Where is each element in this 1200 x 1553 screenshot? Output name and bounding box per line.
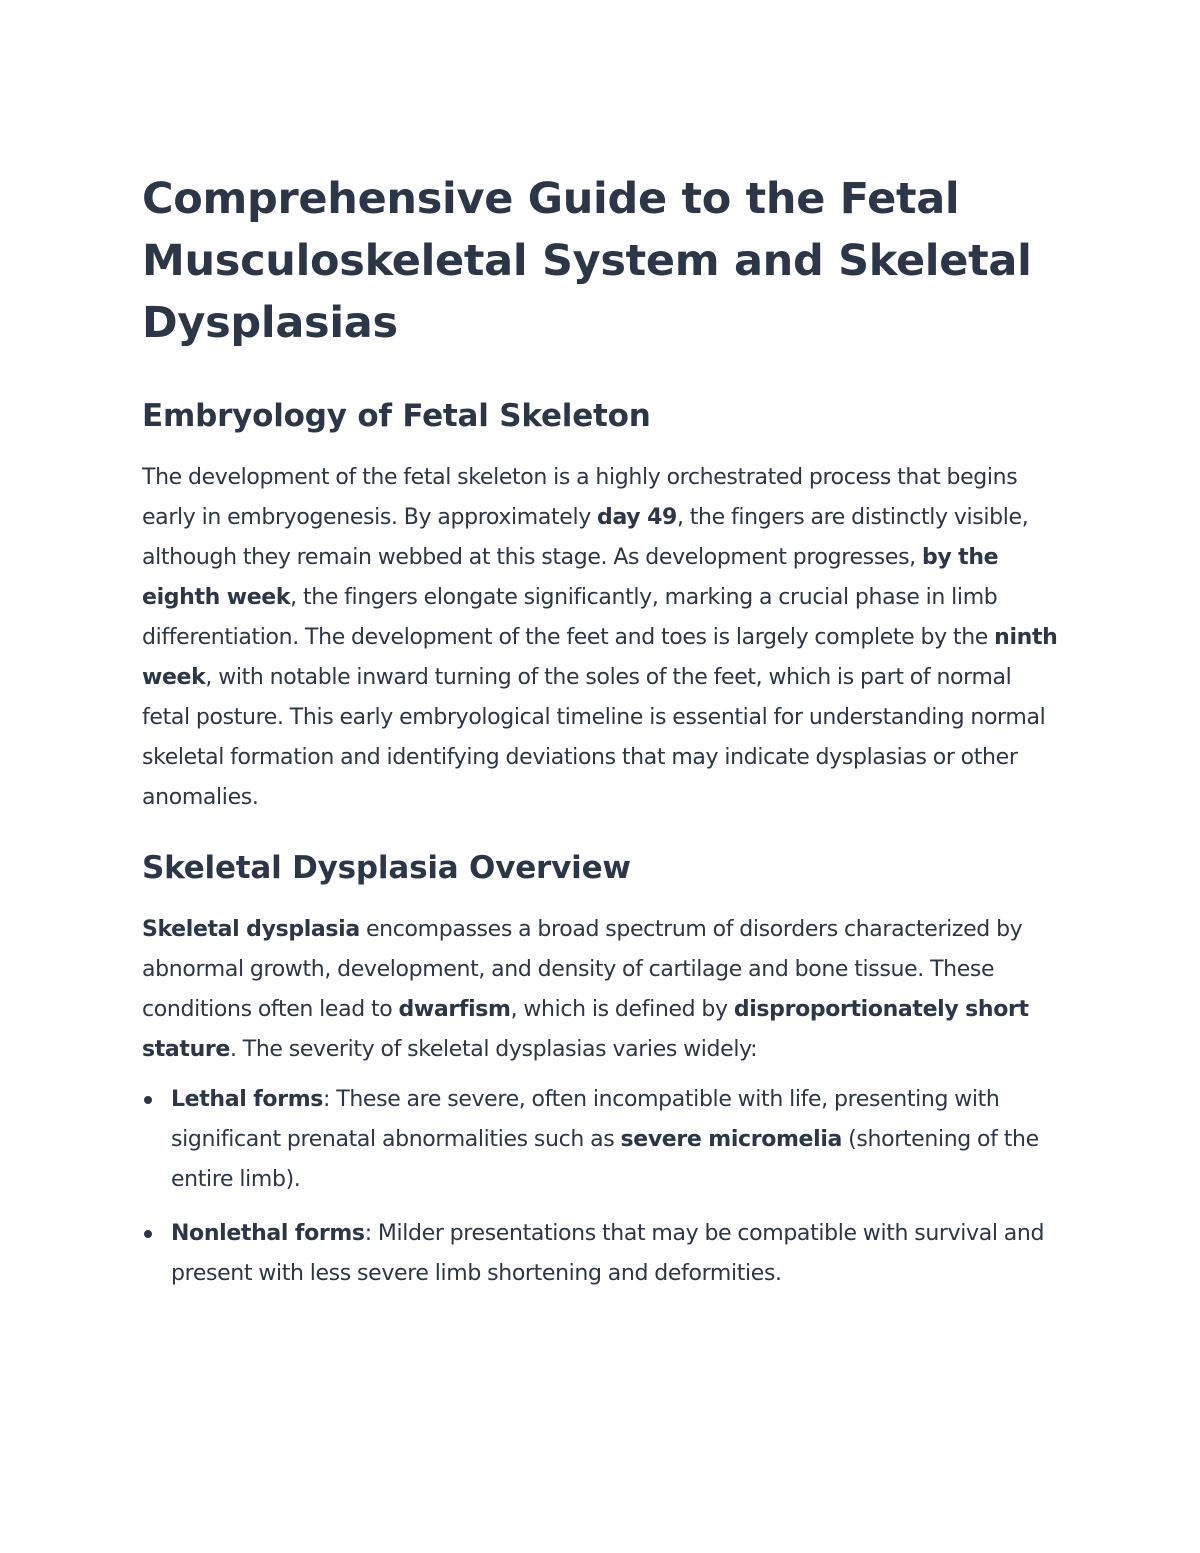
bold-run: Lethal forms <box>171 1087 324 1112</box>
text-run: encompasses a broad spectrum of disorders characterized by abnormal growth, development, and density of cartilage and bone tissue. These conditions often lead to <box>142 917 1023 1022</box>
text-run: , the fingers elongate significantly, marking a crucial phase in limb differentiation. The development of the feet and toes is largely complete by the <box>142 585 998 650</box>
bold-run: severe micromelia <box>620 1127 842 1152</box>
bold-run: ninth week <box>142 625 1058 690</box>
dysplasia-paragraph <box>142 910 1062 1070</box>
text-run: The development of the fetal skeleton is a highly orchestrated process that begins early in embryogenesis. By approximately <box>142 465 1018 530</box>
dysplasia-forms-list <box>142 1080 1062 1294</box>
text-run: : These are severe, often incompatible with life, presenting with significant prenatal abnormalities such as <box>171 1087 1000 1152</box>
section-heading-dysplasia-overview: Skeletal Dysplasia Overview <box>142 850 631 886</box>
section-heading-embryology: Embryology of Fetal Skeleton <box>142 398 651 434</box>
bold-run: day 49 <box>597 505 677 530</box>
bold-run: Nonlethal forms <box>171 1221 365 1246</box>
page-title: Comprehensive Guide to the Fetal Musculoskeletal System and Skeletal Dysplasias <box>142 174 1032 348</box>
bold-run: disproportionately short stature <box>142 997 1029 1062</box>
bullet-icon <box>144 1230 152 1238</box>
text-run: (shortening of the entire limb). <box>171 1127 1039 1192</box>
bullet-icon <box>144 1096 152 1104</box>
text-run: , the fingers are distinctly visible, although they remain webbed at this stage. As development progresses, <box>142 505 1029 570</box>
bold-run: dwarfism <box>398 997 511 1022</box>
document-page <box>142 168 1062 1308</box>
text-run: , which is defined by <box>510 997 734 1022</box>
list-item <box>142 1080 1062 1200</box>
text-run: : Milder presentations that may be compatible with survival and present with less severe limb shortening and deformities. <box>171 1221 1045 1286</box>
list-item <box>142 1214 1062 1294</box>
text-run: , with notable inward turning of the soles of the feet, which is part of normal fetal posture. This early embryological timeline is essential for understanding normal skeletal formation and identifying deviations that may indicate dysplasias or other anomalies. <box>142 665 1046 810</box>
text-run: . The severity of skeletal dysplasias varies widely: <box>229 1037 758 1062</box>
bold-run: by the eighth week <box>142 545 999 610</box>
embryology-paragraph <box>142 458 1062 818</box>
bold-run: Skeletal dysplasia <box>142 917 360 942</box>
